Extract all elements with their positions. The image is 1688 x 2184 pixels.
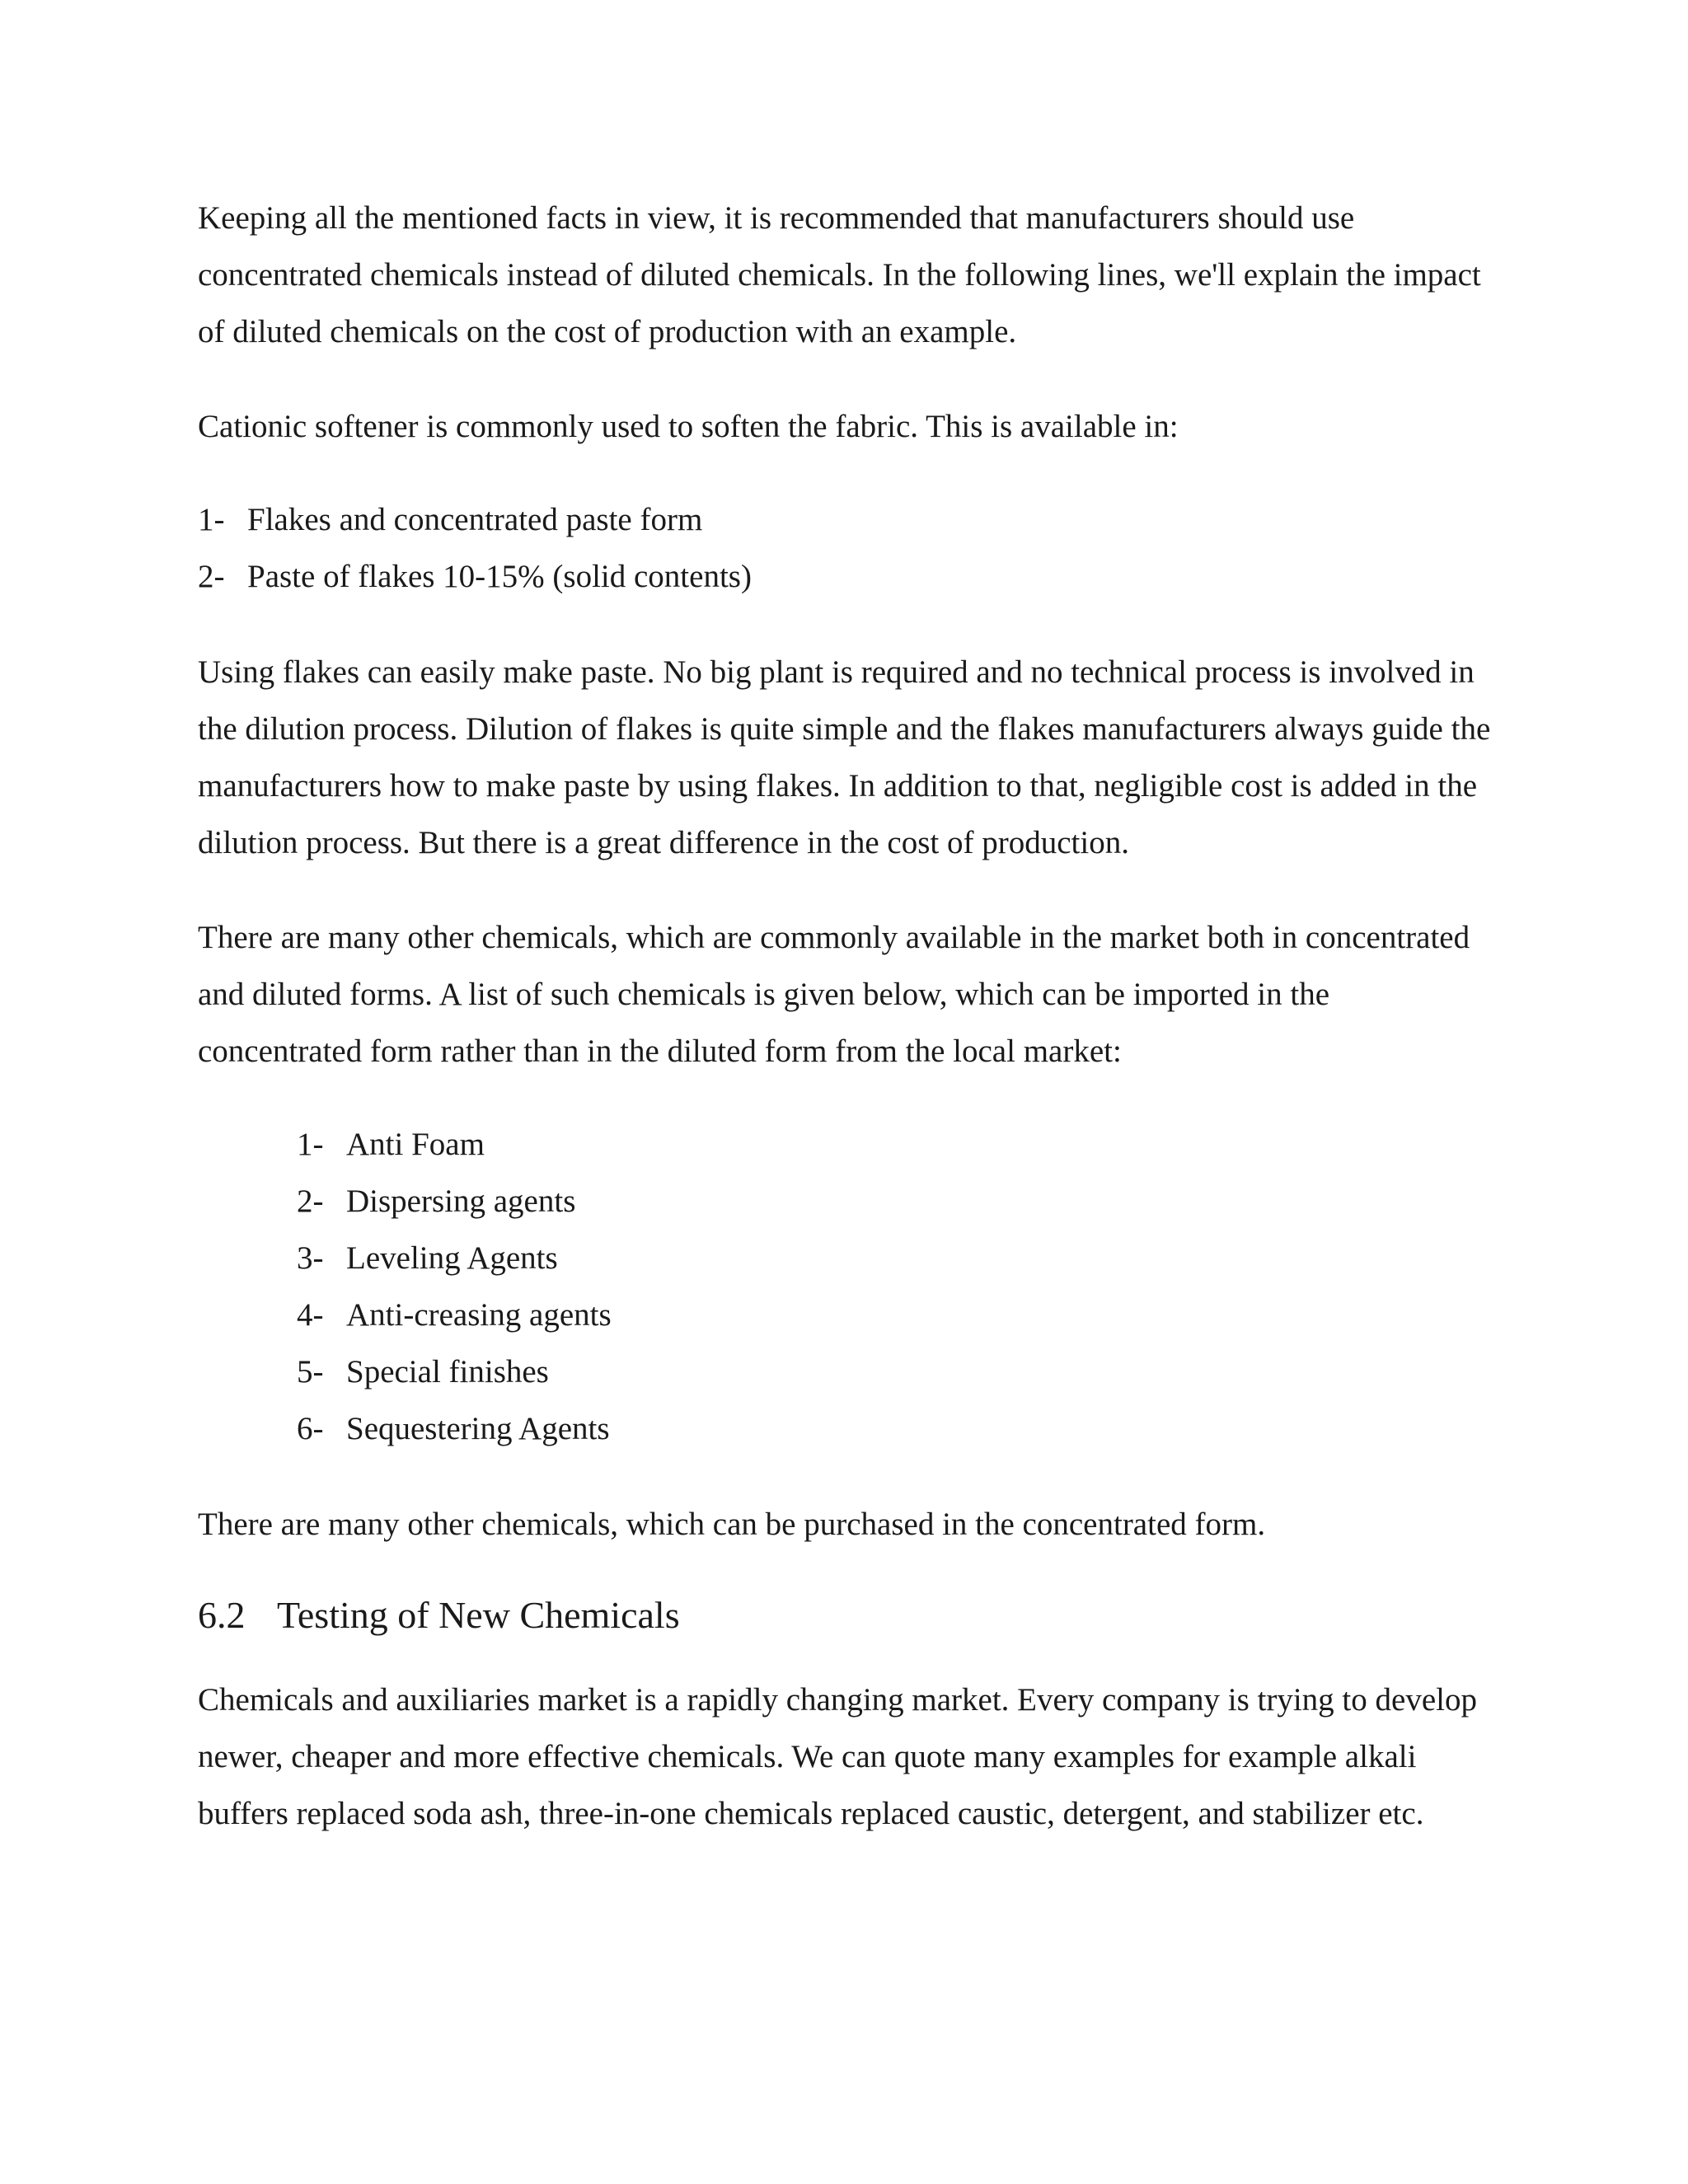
list-item-text: Sequestering Agents	[346, 1411, 610, 1446]
list-item-text: Anti-creasing agents	[346, 1297, 612, 1333]
flakes-paragraph: Using flakes can easily make paste. No big plant is required and no technical process is involved in the dilution process. Dilution of flakes is quite simple and the flakes manufacturers always guide the manufacturers how to make paste by using flakes. In addition to that, negligible cost is added in the dilution process. But there is a great difference in the cost of production.	[198, 654, 1491, 860]
list-item	[198, 548, 1500, 605]
list-item-number: 3-	[297, 1240, 324, 1276]
list-item	[297, 1116, 1500, 1173]
list-item	[297, 1286, 1500, 1343]
list-item-number: 4-	[297, 1297, 324, 1333]
list-item-number: 1-	[297, 1127, 324, 1162]
section-heading	[198, 1591, 1500, 1640]
softener-forms-list	[198, 491, 1500, 605]
list-item-text: Anti Foam	[346, 1127, 485, 1162]
section-title: Testing of New Chemicals	[277, 1594, 680, 1636]
list-item-number: 5-	[297, 1354, 324, 1390]
list-item-text: Dispersing agents	[346, 1183, 576, 1219]
section-number: 6.2	[198, 1594, 246, 1636]
intro-paragraph: Keeping all the mentioned facts in view, it is recommended that manufacturers should use concentrated chemicals instead of diluted chemicals. In the following lines, we'll explain the impact of diluted chemicals on the cost of production with an example.	[198, 200, 1481, 349]
list-item	[297, 1230, 1500, 1286]
softener-paragraph: Cationic softener is commonly used to soften the fabric. This is available in:	[198, 409, 1179, 444]
list-item-text: Paste of flakes 10-15% (solid contents)	[247, 559, 752, 594]
page-body	[198, 190, 1500, 1880]
list-item-number: 2-	[297, 1183, 324, 1219]
market-paragraph: Chemicals and auxiliaries market is a rapidly changing market. Every company is trying to develop newer, cheaper and more effective chemicals. We can quote many examples for example alkali buffers replaced soda ash, three-in-one chemicals replaced caustic, detergent, and stabilizer etc.	[198, 1682, 1477, 1831]
purchase-paragraph: There are many other chemicals, which can be purchased in the concentrated form.	[198, 1507, 1266, 1542]
list-item-text: Flakes and concentrated paste form	[247, 502, 703, 537]
chemical-list	[198, 1116, 1500, 1457]
other-chemicals-paragraph: There are many other chemicals, which are commonly available in the market both in concentrated and diluted forms. A list of such chemicals is given below, which can be imported in the concentrated form rather than in the diluted form from the local market:	[198, 920, 1470, 1069]
list-item	[297, 1400, 1500, 1457]
list-item	[198, 491, 1500, 548]
list-item-text: Special finishes	[346, 1354, 549, 1390]
list-item-number: 2-	[198, 559, 225, 594]
list-item	[297, 1173, 1500, 1230]
list-item	[297, 1343, 1500, 1400]
list-item-text: Leveling Agents	[346, 1240, 558, 1276]
list-item-number: 1-	[198, 502, 225, 537]
list-item-number: 6-	[297, 1411, 324, 1446]
